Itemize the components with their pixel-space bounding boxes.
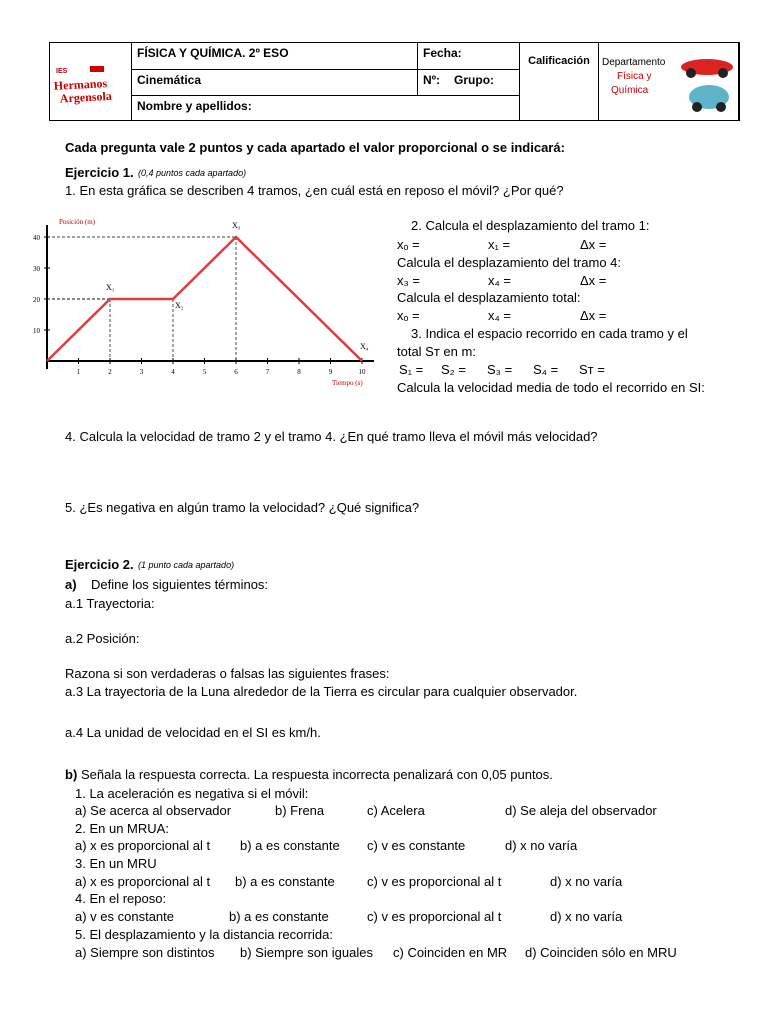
- mc1-opt-d[interactable]: d) Se aleja del observador: [505, 803, 657, 818]
- q3-st: Sᴛ =: [579, 362, 605, 377]
- school-logo: [50, 43, 131, 120]
- q2-row3-a: xₒ =: [397, 308, 420, 323]
- ex1-q3c: Calcula la velocidad media de todo el recorrido en SI:: [397, 380, 705, 395]
- mc2-opt-d[interactable]: d) x no varía: [505, 838, 578, 853]
- q2-row2-b: x₄ =: [488, 273, 512, 288]
- x-axis-label: Tiempo (s): [332, 379, 363, 387]
- svg-text:IES: IES: [56, 68, 68, 75]
- q2-row3-c: Δx =: [580, 308, 607, 323]
- ex1-q4: 4. Calcula la velocidad de tramo 2 y el tramo 4. ¿En qué tramo lleva el móvil más velocidad?: [65, 429, 598, 444]
- mc4-opt-a[interactable]: a) v es constante: [75, 909, 174, 924]
- mc4-opt-d[interactable]: d) x no varía: [550, 909, 623, 924]
- q3-s3: S₃ =: [487, 362, 513, 377]
- topic-cell: Cinemática: [131, 69, 418, 96]
- y-axis-label: Posición (m): [59, 218, 95, 226]
- y-tick-label: 30: [33, 265, 40, 273]
- ex1-q3a: 3. Indica el espacio recorrido en cada tramo y el: [411, 326, 688, 341]
- mc1-question: 1. La aceleración es negativa si el móvil:: [75, 786, 309, 801]
- mc3-opt-c[interactable]: c) v es proporcional al t: [367, 874, 502, 889]
- dept-line2: Física y: [617, 71, 652, 82]
- x-tick-label: 2: [108, 368, 112, 376]
- ex1-q2b: Calcula el desplazamiento del tramo 4:: [397, 255, 622, 270]
- position-time-chart: [28, 218, 388, 394]
- ex1-q2: 2. Calcula el desplazamiento del tramo 1:: [411, 218, 650, 233]
- mc3-question: 3. En un MRU: [75, 856, 157, 871]
- cars-icon: [677, 51, 739, 115]
- mc3-opt-a[interactable]: a) x es proporcional al t: [75, 874, 211, 889]
- q2-row2-a: x₃ =: [397, 273, 420, 288]
- ex2-a4: a.4 La unidad de velocidad en el SI es km/h.: [65, 725, 321, 740]
- q3-s2: S₂ =: [441, 362, 466, 377]
- ex1-note: (0,4 puntos cada apartado): [138, 168, 247, 178]
- ex2-a2: a.2 Posición:: [65, 631, 140, 646]
- q2-row1-c: Δx =: [580, 237, 607, 252]
- mc5-opt-d[interactable]: d) Coinciden sólo en MRU: [525, 945, 677, 960]
- q2-row2-c: Δx =: [580, 273, 607, 288]
- point-label: X₁: [106, 283, 115, 292]
- svg-text:Argensola: Argensola: [59, 88, 113, 106]
- mc5-opt-c[interactable]: c) Coinciden en MR: [393, 945, 508, 960]
- date-cell[interactable]: Fecha:: [417, 42, 520, 70]
- x-tick-label: 9: [328, 368, 333, 376]
- x-tick-label: 7: [265, 368, 270, 376]
- mc2-opt-a[interactable]: a) x es proporcional al t: [75, 838, 211, 853]
- point-label: X₂: [175, 301, 184, 310]
- x-tick-label: 8: [297, 368, 301, 376]
- y-tick-label: 10: [33, 327, 40, 335]
- x-tick-label: 5: [202, 368, 207, 376]
- q3-s1: S₁ =: [399, 362, 424, 377]
- number-group-cell[interactable]: Nº: Grupo:: [417, 69, 520, 96]
- logo-cell: [49, 42, 132, 121]
- y-tick-label: 20: [33, 296, 40, 304]
- mc2-question: 2. En un MRUA:: [75, 821, 169, 836]
- y-tick-label: 40: [33, 234, 40, 242]
- mc3-opt-b[interactable]: b) a es constante: [235, 874, 335, 889]
- q2-row1-b: x₁ =: [488, 237, 511, 252]
- ex2-b-label: b): [65, 767, 78, 782]
- ex1-q1: 1. En esta gráfica se describen 4 tramos, ¿en cuál está en reposo el móvil? ¿Por qué?: [65, 183, 564, 198]
- point-label: X₄: [360, 342, 369, 351]
- dept-line1: Departamento: [602, 57, 666, 68]
- ex2-b-text: Señala la respuesta correcta. La respuesta incorrecta penalizará con 0,05 puntos.: [81, 767, 553, 782]
- ex1-q5: 5. ¿Es negativa en algún tramo la velocidad? ¿Qué significa?: [65, 500, 420, 515]
- header-table: [49, 42, 739, 121]
- q2-row1-a: xₒ =: [397, 237, 420, 252]
- q2-row3-b: x₄ =: [488, 308, 512, 323]
- mc4-question: 4. En el reposo:: [75, 891, 167, 906]
- mc2-opt-b[interactable]: b) a es constante: [240, 838, 340, 853]
- mc1-opt-b[interactable]: b) Frena: [275, 803, 325, 818]
- ex2-a-text: Define los siguientes términos:: [91, 577, 269, 592]
- mc2-opt-c[interactable]: c) v es constante: [367, 838, 466, 853]
- mc4-opt-c[interactable]: c) v es proporcional al t: [367, 909, 502, 924]
- dept-cell: [598, 42, 740, 121]
- ex2-title: Ejercicio 2.: [65, 557, 134, 572]
- ex1-q3b: total Sᴛ en m:: [397, 344, 476, 359]
- intro-text: Cada pregunta vale 2 puntos y cada apartado el valor proporcional o se indicará:: [65, 140, 565, 155]
- name-cell[interactable]: Nombre y apellidos:: [131, 95, 520, 121]
- mc1-opt-a[interactable]: a) Se acerca al observador: [75, 803, 232, 818]
- x-tick-label: 4: [171, 368, 175, 376]
- mc5-question: 5. El desplazamiento y la distancia recorrida:: [75, 927, 333, 942]
- mc3-opt-d[interactable]: d) x no varía: [550, 874, 623, 889]
- mc5-opt-b[interactable]: b) Siempre son iguales: [240, 945, 373, 960]
- mc1-opt-c[interactable]: c) Acelera: [367, 803, 425, 818]
- subject-cell: FÍSICA Y QUÍMICA. 2º ESO: [131, 42, 418, 70]
- ex1-title: Ejercicio 1.: [65, 165, 134, 180]
- ex1-q2c: Calcula el desplazamiento total:: [397, 290, 581, 305]
- dept-line3: Química: [611, 85, 649, 96]
- x-tick-label: 1: [76, 368, 81, 376]
- x-tick-label: 6: [234, 368, 238, 376]
- ex2-note: (1 punto cada apartado): [138, 560, 235, 570]
- logo-text: Hermanos: [53, 76, 108, 93]
- q3-s4: S₄ =: [533, 362, 559, 377]
- ex2-razona: Razona si son verdaderas o falsas las siguientes frases:: [65, 666, 390, 681]
- point-label: X₃: [232, 221, 241, 230]
- mc5-opt-a[interactable]: a) Siempre son distintos: [75, 945, 215, 960]
- ex2-a3: a.3 La trayectoria de la Luna alrededor de la Tierra es circular para cualquier observador.: [65, 684, 578, 699]
- x-tick-label: 3: [139, 368, 144, 376]
- ex2-a1: a.1 Trayectoria:: [65, 596, 155, 611]
- x-tick-label: 10: [358, 368, 366, 376]
- ex2-a-label: a): [65, 577, 77, 592]
- grade-cell[interactable]: Calificación: [519, 42, 599, 121]
- mc4-opt-b[interactable]: b) a es constante: [229, 909, 329, 924]
